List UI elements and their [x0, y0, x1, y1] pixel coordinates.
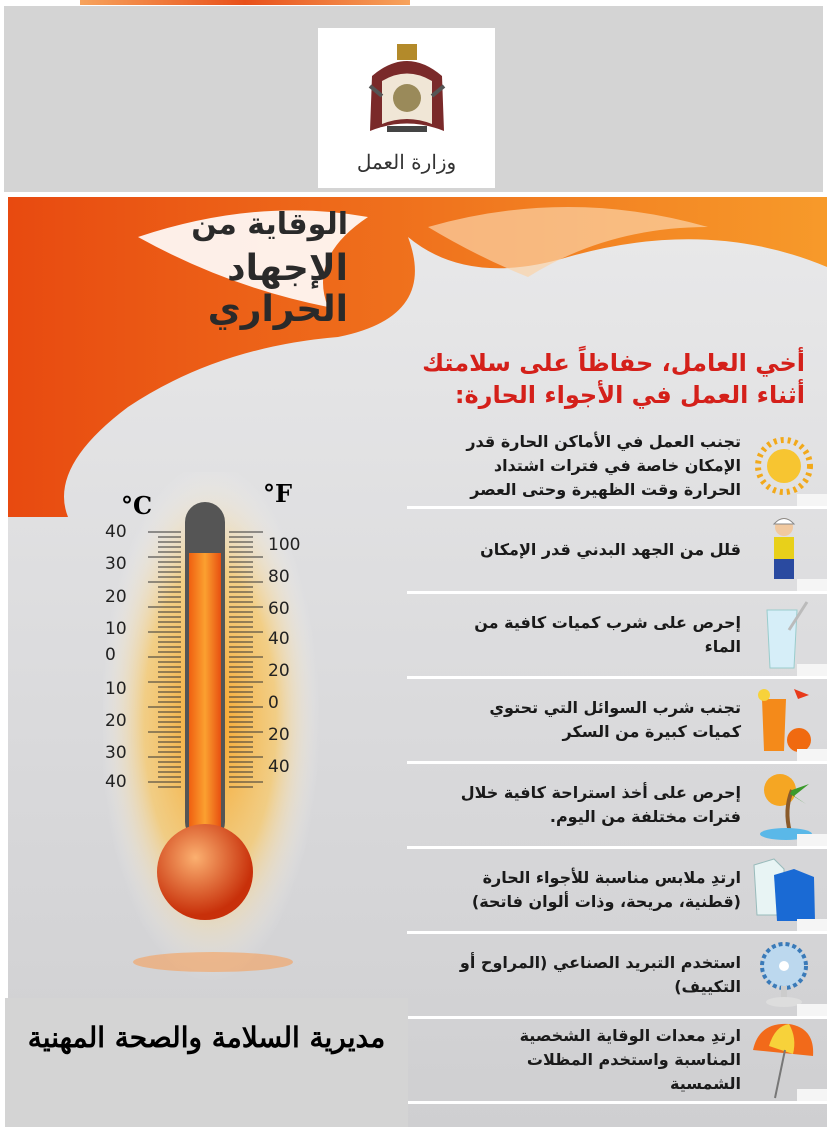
tip-item	[407, 594, 827, 679]
fahrenheit-tick-label: 80	[268, 567, 290, 587]
tip-item	[407, 1019, 827, 1104]
tip-text: تجنب العمل في الأماكن الحارة قدر الإمكان خاصة في فترات اشتداد الحرارة وقت الظهيرة وحتى العصر	[466, 431, 741, 499]
fahrenheit-tick-label: 40	[268, 629, 290, 649]
department-label: مديرية السلامة والصحة المهنية	[5, 998, 408, 1127]
fahrenheit-tick-label: 20	[268, 725, 290, 745]
tips-list	[407, 425, 827, 1104]
tip-item	[407, 934, 827, 1019]
intro-line-1: أخي العامل، حفاظاً على سلامتك	[422, 349, 805, 377]
celsius-tick-label: 30	[105, 743, 127, 763]
celsius-tick-label: 40	[105, 522, 127, 542]
tip-item	[407, 425, 827, 509]
tip-text: ارتدِ معدات الوقاية الشخصية المناسبة واستخدم المظلات الشمسية	[519, 1026, 741, 1093]
title-line-2: الإجهاد الحراري	[207, 248, 348, 330]
title-line-1: الوقاية من	[191, 207, 348, 242]
intro-line-2: أثناء العمل في الأجواء الحارة:	[454, 381, 805, 409]
top-decor-strip	[80, 0, 410, 5]
fahrenheit-tick-label: 100	[268, 535, 301, 555]
tip-text: إحرص على شرب كميات كافية من الماء	[474, 613, 741, 656]
umbrella-icon	[741, 1021, 827, 1099]
water-glass-icon	[741, 596, 827, 674]
worker-icon	[741, 511, 827, 589]
tip-item	[407, 764, 827, 849]
juice-icon	[741, 681, 827, 759]
fahrenheit-tick-label: 60	[268, 599, 290, 619]
clothes-icon	[741, 851, 827, 929]
intro-text	[385, 347, 805, 411]
sun-icon	[741, 427, 827, 505]
palm-tree-icon	[741, 766, 827, 844]
tip-text: قلل من الجهد البدني قدر الإمكان	[480, 540, 741, 559]
fahrenheit-tick-label: 40	[268, 757, 290, 777]
fan-icon	[741, 936, 827, 1014]
jordan-coat-of-arms-icon	[352, 36, 462, 146]
tip-text: استخدم التبريد الصناعي (المراوح أو التكييف)	[459, 953, 741, 996]
heat-stress-poster	[8, 197, 827, 1127]
tip-item	[407, 679, 827, 764]
celsius-tick-label: 20	[105, 711, 127, 731]
celsius-unit: °C	[121, 491, 153, 520]
fahrenheit-tick-label: 20	[268, 661, 290, 681]
ministry-name: وزارة العمل	[356, 150, 457, 174]
tip-item	[407, 849, 827, 934]
celsius-tick-label: 30	[105, 554, 127, 574]
tip-item	[407, 509, 827, 594]
poster-title	[168, 207, 348, 330]
header	[4, 6, 823, 192]
fahrenheit-tick-label: 0	[268, 693, 279, 713]
ministry-logo	[318, 28, 495, 188]
fahrenheit-unit: °F	[263, 479, 293, 508]
celsius-tick-label: 10	[105, 679, 127, 699]
celsius-tick-label: 0	[105, 645, 116, 665]
tip-text: إحرص على أخذ استراحة كافية خلال فترات مختلفة من اليوم.	[460, 783, 741, 826]
tip-text: تجنب شرب السوائل التي تحتوي كميات كبيرة من السكر	[489, 698, 741, 741]
thermometer	[103, 472, 343, 992]
celsius-tick-label: 20	[105, 587, 127, 607]
tip-text: ارتدِ ملابس مناسبة للأجواء الحارة (قطنية، مريحة، وذات ألوان فاتحة)	[471, 868, 741, 911]
celsius-tick-label: 40	[105, 772, 127, 792]
celsius-tick-label: 10	[105, 619, 127, 639]
